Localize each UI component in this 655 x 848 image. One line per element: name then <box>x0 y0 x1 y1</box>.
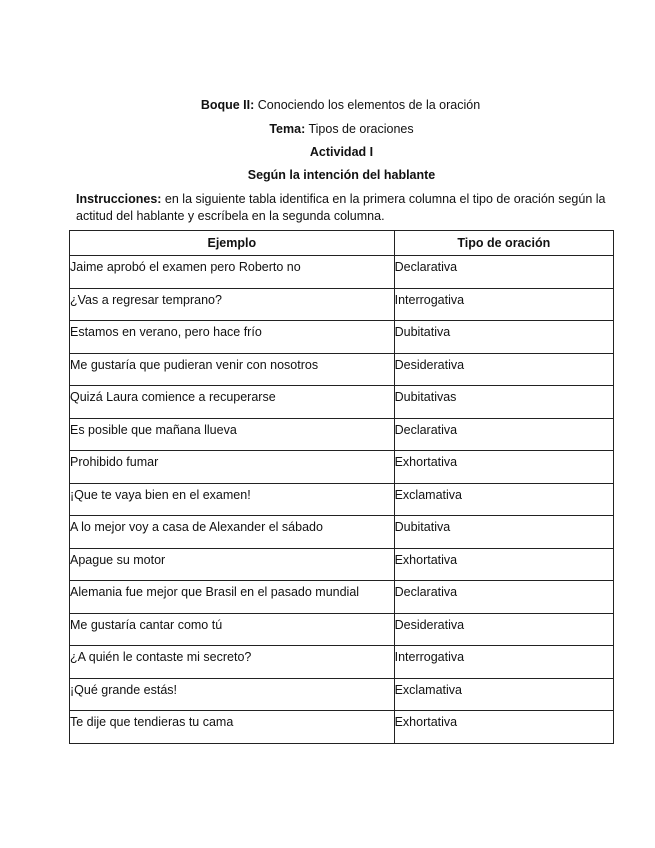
table-row <box>70 581 614 614</box>
type-cell: Desiderativa <box>394 613 613 646</box>
example-cell: ¿A quién le contaste mi secreto? <box>70 646 395 679</box>
sentence-types-table <box>69 230 614 744</box>
example-cell: ¡Qué grande estás! <box>70 678 395 711</box>
example-cell: A lo mejor voy a casa de Alexander el sábado <box>70 516 395 549</box>
column-header-tipo: Tipo de oración <box>394 231 613 256</box>
activity-title <box>14 144 655 160</box>
example-cell: Prohibido fumar <box>70 451 395 484</box>
table-row <box>70 678 614 711</box>
example-cell: Me gustaría cantar como tú <box>70 613 395 646</box>
table-row <box>70 256 614 289</box>
table-row <box>70 516 614 549</box>
topic-label: Tema: <box>269 122 306 136</box>
table-row <box>70 386 614 419</box>
example-cell: ¡Que te vaya bien en el examen! <box>70 483 395 516</box>
type-cell: Interrogativa <box>394 288 613 321</box>
table-row <box>70 548 614 581</box>
type-cell: Exhortativa <box>394 711 613 744</box>
example-cell: Es posible que mañana llueva <box>70 418 395 451</box>
table-row <box>70 321 614 354</box>
instructions-text: en la siguiente tabla identifica en la primera columna el tipo de oración según la actitud del hablante y escríbela en la segunda columna. <box>76 192 606 223</box>
table-row <box>70 613 614 646</box>
example-cell: Estamos en verano, pero hace frío <box>70 321 395 354</box>
type-cell: Exhortativa <box>394 548 613 581</box>
type-cell: Interrogativa <box>394 646 613 679</box>
activity-text: Actividad I <box>309 145 374 159</box>
type-cell: Exclamativa <box>394 483 613 516</box>
block-title <box>13 97 655 113</box>
table-row <box>70 646 614 679</box>
type-cell: Declarativa <box>394 418 613 451</box>
type-cell: Exhortativa <box>394 451 613 484</box>
table-row <box>70 483 614 516</box>
type-cell: Dubitativa <box>394 516 613 549</box>
topic-text: Tipos de oraciones <box>308 122 414 136</box>
topic-line <box>14 121 655 137</box>
activity-subtitle <box>14 167 655 183</box>
type-cell: Declarativa <box>394 581 613 614</box>
type-cell: Declarativa <box>394 256 613 289</box>
table-row <box>70 288 614 321</box>
example-cell: ¿Vas a regresar temprano? <box>70 288 395 321</box>
table-row <box>70 418 614 451</box>
column-header-ejemplo: Ejemplo <box>70 231 395 256</box>
example-cell: Alemania fue mejor que Brasil en el pasado mundial <box>70 581 395 614</box>
table-row <box>70 711 614 744</box>
type-cell: Dubitativas <box>394 386 613 419</box>
subtitle-text: Según la intención del hablante <box>247 168 436 182</box>
example-cell: Jaime aprobó el examen pero Roberto no <box>70 256 395 289</box>
block-label: Boque II: <box>200 98 255 112</box>
example-cell: Apague su motor <box>70 548 395 581</box>
type-cell: Desiderativa <box>394 353 613 386</box>
instructions-label: Instrucciones: <box>76 192 162 206</box>
instructions-paragraph <box>76 191 616 225</box>
block-text: Conociendo los elementos de la oración <box>257 98 481 112</box>
type-cell: Dubitativa <box>394 321 613 354</box>
example-cell: Me gustaría que pudieran venir con nosotros <box>70 353 395 386</box>
example-cell: Te dije que tendieras tu cama <box>70 711 395 744</box>
table-header-row <box>70 231 614 256</box>
type-cell: Exclamativa <box>394 678 613 711</box>
table-row <box>70 451 614 484</box>
example-cell: Quizá Laura comience a recuperarse <box>70 386 395 419</box>
table-row <box>70 353 614 386</box>
